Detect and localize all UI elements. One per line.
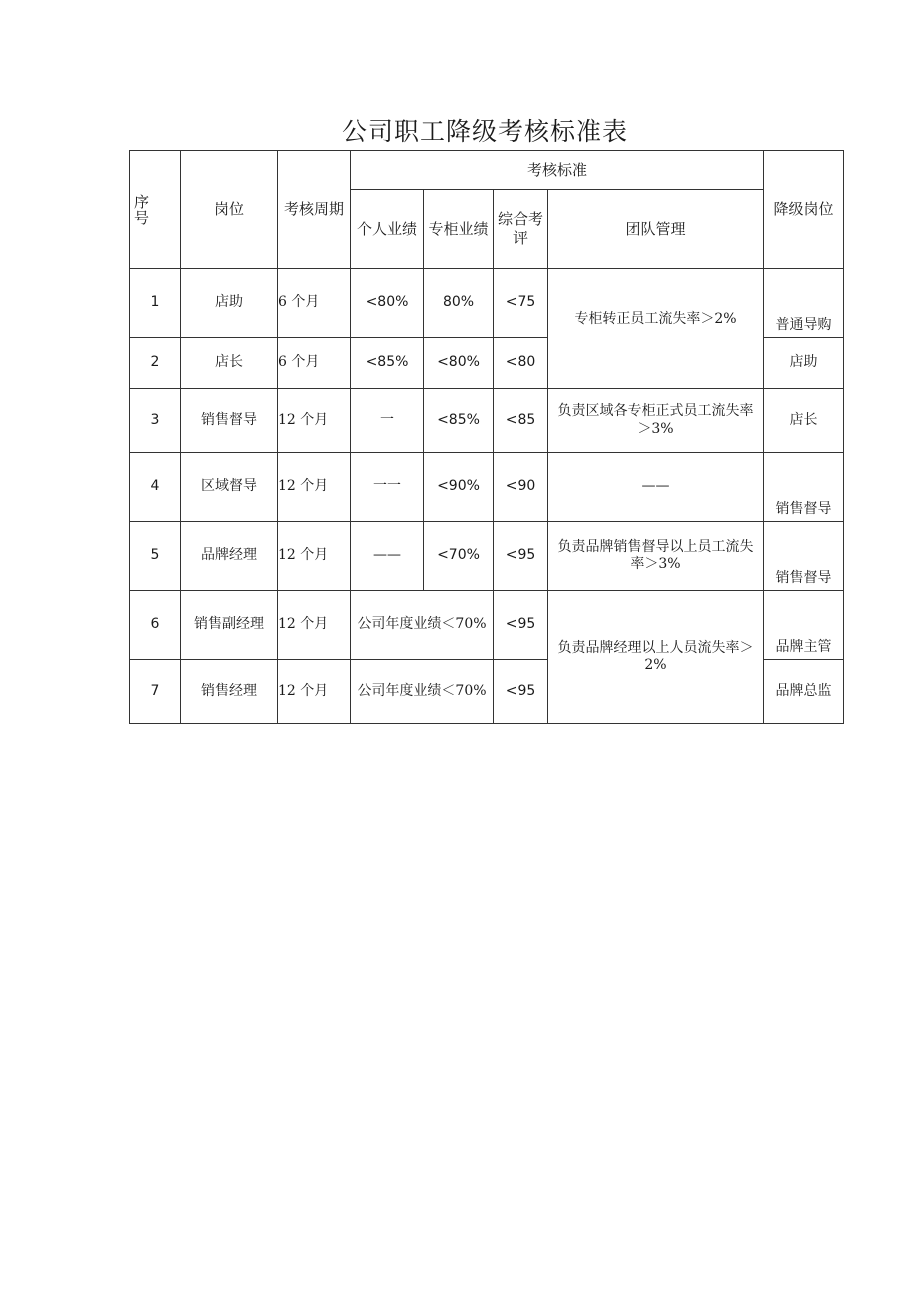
- header-position: 岗位: [181, 151, 278, 269]
- table-row: [130, 269, 844, 338]
- cell-position: 品牌经理: [181, 522, 278, 591]
- cell-position: 销售副经理: [181, 591, 278, 660]
- table-row: [130, 453, 844, 522]
- cell-demote-to: 品牌主管: [764, 591, 844, 660]
- cell-team-merged: 专柜转正员工流失率＞2%: [548, 269, 764, 389]
- cell-team-merged: 负责品牌经理以上人员流失率＞2%: [548, 591, 764, 724]
- cell-cycle: 12 个月: [278, 453, 351, 522]
- cell-team: 负责品牌销售督导以上员工流失率＞3%: [548, 522, 764, 591]
- cell-position: 店助: [181, 269, 278, 338]
- cell-personal: 一: [351, 389, 424, 453]
- cell-company-performance: 公司年度业绩＜70%: [351, 591, 494, 660]
- cell-counter: <80%: [424, 338, 494, 389]
- cell-position: 区域督导: [181, 453, 278, 522]
- cell-cycle: 6 个月: [278, 338, 351, 389]
- cell-position: 销售督导: [181, 389, 278, 453]
- cell-seq: 1: [130, 269, 181, 338]
- cell-overall: <85: [494, 389, 548, 453]
- header-team: 团队管理: [548, 190, 764, 269]
- cell-seq: 3: [130, 389, 181, 453]
- cell-cycle: 12 个月: [278, 522, 351, 591]
- cell-overall: <95: [494, 522, 548, 591]
- table-row: [130, 389, 844, 453]
- header-seq: 序号: [130, 151, 181, 269]
- table-row: [130, 591, 844, 660]
- cell-cycle: 12 个月: [278, 389, 351, 453]
- header-overall: 综合考评: [494, 190, 548, 269]
- cell-overall: <95: [494, 660, 548, 724]
- cell-position: 销售经理: [181, 660, 278, 724]
- cell-cycle: 6 个月: [278, 269, 351, 338]
- table-row: [130, 522, 844, 591]
- cell-overall: <75: [494, 269, 548, 338]
- header-cycle: 考核周期: [278, 151, 351, 269]
- cell-personal: ——: [351, 522, 424, 591]
- cell-demote-to: 普通导购: [764, 269, 844, 338]
- cell-overall: <80: [494, 338, 548, 389]
- header-row: [130, 151, 844, 190]
- demotion-standards-table: [129, 150, 844, 724]
- cell-personal: <80%: [351, 269, 424, 338]
- cell-demote-to: 店长: [764, 389, 844, 453]
- cell-seq: 6: [130, 591, 181, 660]
- cell-counter: 80%: [424, 269, 494, 338]
- cell-team: 负责区域各专柜正式员工流失率＞3%: [548, 389, 764, 453]
- header-personal: 个人业绩: [351, 190, 424, 269]
- cell-counter: <70%: [424, 522, 494, 591]
- header-counter: 专柜业绩: [424, 190, 494, 269]
- cell-counter: <85%: [424, 389, 494, 453]
- cell-team: ——: [548, 453, 764, 522]
- cell-company-performance: 公司年度业绩＜70%: [351, 660, 494, 724]
- cell-demote-to: 品牌总监: [764, 660, 844, 724]
- cell-position: 店长: [181, 338, 278, 389]
- cell-personal: <85%: [351, 338, 424, 389]
- cell-overall: <95: [494, 591, 548, 660]
- cell-seq: 2: [130, 338, 181, 389]
- cell-seq: 5: [130, 522, 181, 591]
- cell-seq: 7: [130, 660, 181, 724]
- header-demote-to: 降级岗位: [764, 151, 844, 269]
- header-criteria: 考核标准: [351, 151, 764, 190]
- cell-demote-to: 销售督导: [764, 453, 844, 522]
- page-title: 公司职工降级考核标准表: [341, 117, 628, 146]
- cell-demote-to: 店助: [764, 338, 844, 389]
- cell-overall: <90: [494, 453, 548, 522]
- cell-personal: 一一: [351, 453, 424, 522]
- cell-cycle: 12 个月: [278, 660, 351, 724]
- cell-seq: 4: [130, 453, 181, 522]
- cell-counter: <90%: [424, 453, 494, 522]
- cell-demote-to: 销售督导: [764, 522, 844, 591]
- cell-cycle: 12 个月: [278, 591, 351, 660]
